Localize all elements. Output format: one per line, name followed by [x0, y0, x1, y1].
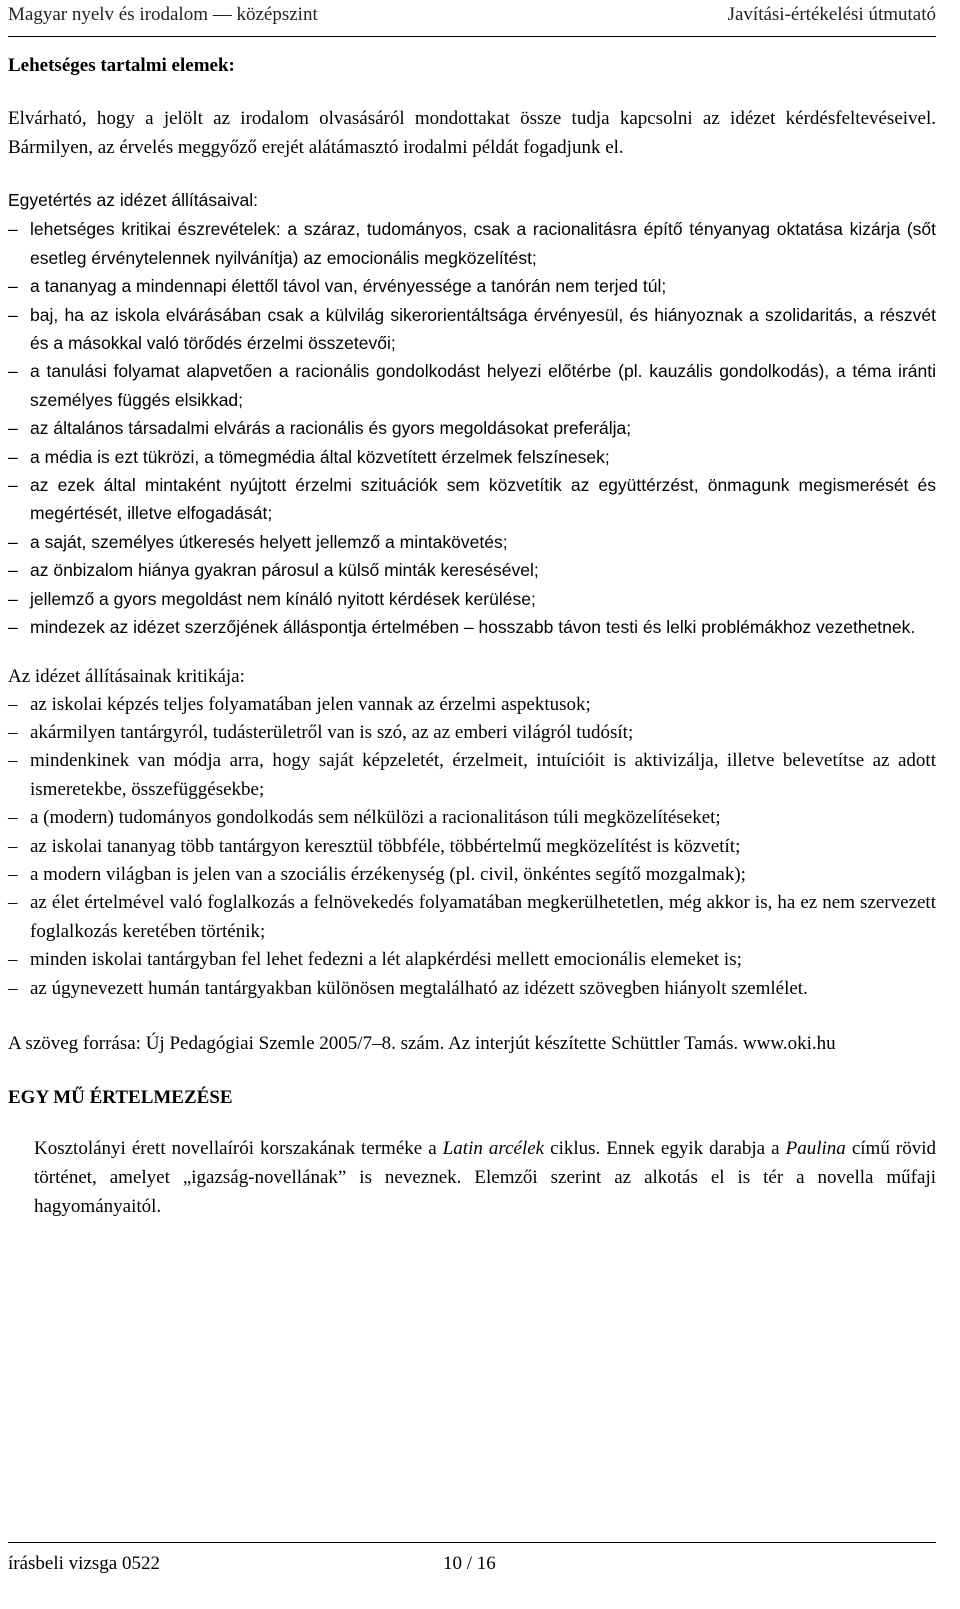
dash-marker: – — [8, 276, 18, 297]
dash-marker: – — [8, 219, 18, 240]
agree-title: Egyetértés az idézet állításaival: — [8, 190, 258, 211]
dash-marker: – — [8, 617, 18, 638]
list-item — [8, 861, 936, 889]
list-item — [8, 443, 936, 471]
work-text-1: Kosztolányi érett novellaírói korszakának terméke a — [34, 1138, 443, 1160]
list-item-text: az ezek által mintaként nyújtott érzelmi szituációk sem közvetítik az együttérzést, önmagunk megismerését és megértését, illetve elfogadását; — [30, 475, 936, 524]
list-item — [8, 613, 936, 641]
work-text-3: című rövid történet, amelyet „igazság-novellának” is neveznek. Elemzői szerint az alkotás el is tér a novella műfaji hagyományaitól. — [34, 1138, 936, 1218]
list-item — [8, 414, 936, 442]
list-item — [8, 272, 936, 300]
dash-marker: – — [8, 588, 18, 609]
dash-marker: – — [8, 750, 18, 772]
list-item-text: az iskolai tananyag több tantárgyon keresztül többféle, többértelmű megközelítést is közvetít; — [30, 835, 741, 857]
list-item — [8, 585, 936, 613]
list-item — [8, 804, 936, 832]
page-footer — [8, 1542, 936, 1603]
dash-marker: – — [8, 560, 18, 581]
list-item-text: a tanulási folyamat alapvetően a racionális gondolkodást helyezi előtérbe (pl. kauzális gondolkodás), a téma iránti személyes függés elsikkad; — [30, 361, 936, 410]
list-item — [8, 691, 936, 719]
source-paragraph: A szöveg forrása: Új Pedagógiai Szemle 2005/7–8. szám. Az interjút készítette Schüttler Tamás. www.oki.hu — [8, 1032, 836, 1054]
dash-marker: – — [8, 949, 18, 971]
list-item-text: lehetséges kritikai észrevételek: a száraz, tudományos, csak a racionalitásra építő tényanyag oktatása kizárja (sőt esetleg érvénytelennek nyilvánítja) az emocionális megközelítést; — [30, 219, 936, 268]
section-heading: Lehetséges tartalmi elemek: — [8, 55, 235, 76]
critique-title: Az idézet állításainak kritikája: — [8, 665, 245, 687]
header-subject: Magyar nyelv és irodalom — középszint — [8, 4, 318, 25]
work-paragraph — [8, 1134, 936, 1221]
list-item-text: a tananyag a mindennapi élettől távol van, érvényessége a tanórán nem terjed túl; — [30, 276, 667, 297]
list-item — [8, 833, 936, 861]
intro-paragraph: Elvárható, hogy a jelölt az irodalom olvasásáról mondottakat össze tudja kapcsolni az idézet kérdésfeltevéseivel. Bármilyen, az érvelés meggyőző erejét alátámasztó irodalmi példát fogadjunk el. — [8, 108, 936, 159]
list-item-text: az úgynevezett humán tantárgyakban különösen megtalálható az idézett szövegben hiányolt szemlélet. — [30, 977, 808, 999]
list-item — [8, 357, 936, 414]
work-title: EGY MŰ ÉRTELMEZÉSE — [8, 1087, 233, 1109]
dash-marker: – — [8, 531, 18, 552]
dash-marker: – — [8, 835, 18, 857]
work-title-paulina: Paulina — [785, 1138, 846, 1160]
list-item-text: a saját, személyes útkeresés helyett jellemző a mintakövetés; — [30, 531, 508, 552]
dash-marker: – — [8, 977, 18, 999]
dash-marker: – — [8, 721, 18, 743]
list-item — [8, 946, 936, 974]
work-text-2: ciklus. Ennek egyik darabja a — [544, 1138, 786, 1160]
list-item-text: a modern világban is jelen van a szociális érzékenység (pl. civil, önkéntes segítő mozgalmak); — [30, 863, 746, 885]
dash-marker: – — [8, 418, 18, 439]
header-guide-title: Javítási-értékelési útmutató — [727, 4, 936, 25]
list-item — [8, 528, 936, 556]
work-title-latin-arcelek: Latin arcélek — [442, 1138, 545, 1160]
list-item — [8, 719, 936, 747]
list-item-text: a média is ezt tükrözi, a tömegmédia által közvetített érzelmek felszínesek; — [30, 446, 610, 467]
dash-marker: – — [8, 446, 18, 467]
dash-marker: – — [8, 361, 18, 382]
list-item — [8, 747, 936, 804]
list-item — [8, 889, 936, 946]
list-item-text: a (modern) tudományos gondolkodás sem nélkülözi a racionalitáson túli megközelítéseket; — [30, 807, 721, 829]
list-item-text: jellemző a gyors megoldást nem kínáló nyitott kérdések kerülése; — [30, 588, 536, 609]
list-item-text: minden iskolai tantárgyban fel lehet fedezni a lét alapkérdési mellett emocionális elemeket is; — [30, 949, 742, 971]
list-item — [8, 215, 936, 272]
dash-marker: – — [8, 475, 18, 496]
footer-page-number: 10 / 16 — [443, 1553, 496, 1574]
page-content — [8, 52, 936, 1221]
page-header — [8, 0, 936, 37]
list-item-text: mindezek az idézet szerzőjének álláspontja értelmében – hosszabb távon testi és lelki problémákhoz vezethetnek. — [30, 617, 916, 638]
list-item-text: az önbizalom hiánya gyakran párosul a külső minták keresésével; — [30, 560, 539, 581]
footer-exam-code: írásbeli vizsga 0522 — [8, 1553, 160, 1574]
list-item — [8, 975, 936, 1003]
list-item — [8, 556, 936, 584]
list-item — [8, 471, 936, 528]
list-item — [8, 301, 936, 358]
dash-marker: – — [8, 807, 18, 829]
critique-list — [8, 691, 936, 1003]
list-item-text: baj, ha az iskola elvárásában csak a külvilág sikerorientáltsága érvényesül, és hiányoznak a szolidaritás, a részvét és a másokkal való törődés érzelmi összetevői; — [30, 304, 936, 354]
list-item-text: az élet értelmével való foglalkozás a felnövekedés folyamatában megkerülhetetlen, még akkor is, ha ez nem szervezett foglalkozás keretében történik; — [30, 892, 936, 942]
list-item-text: akármilyen tantárgyról, tudásterületről van is szó, az az emberi világról tudósít; — [30, 721, 634, 743]
list-item-text: az általános társadalmi elvárás a racionális és gyors megoldásokat preferálja; — [30, 418, 632, 439]
list-item-text: mindenkinek van módja arra, hogy saját képzeletét, érzelmeit, intuícióit is aktivizálja, illetve belevetítse az adott ismeretekbe, összefüggésekbe; — [30, 750, 936, 800]
dash-marker: – — [8, 693, 18, 715]
dash-marker: – — [8, 304, 18, 325]
dash-marker: – — [8, 863, 18, 885]
agree-list — [8, 215, 936, 641]
dash-marker: – — [8, 892, 18, 914]
list-item-text: az iskolai képzés teljes folyamatában jelen vannak az érzelmi aspektusok; — [30, 693, 591, 715]
